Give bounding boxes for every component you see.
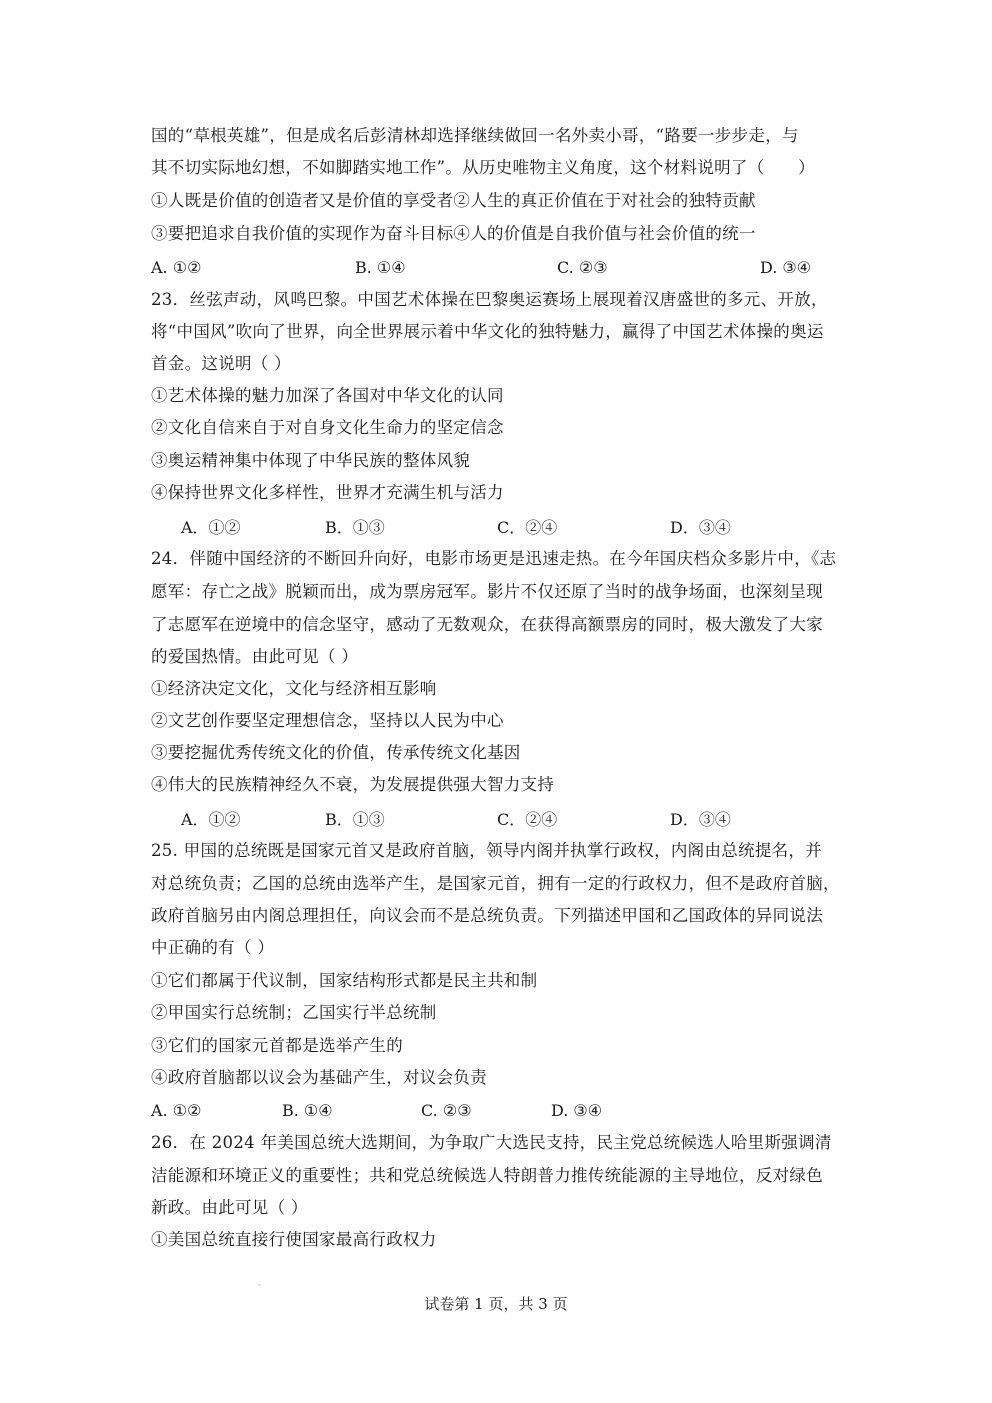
q24-option-d: D．③④	[670, 810, 731, 829]
q25-option-a: A. ①②	[151, 1101, 202, 1120]
q26-statement-1: ①美国总统直接行使国家最高行政权力	[151, 1230, 437, 1249]
q25-stem-1: 25. 甲国的总统既是国家元首又是政府首脑，领导内阁并执掌行政权，内阁由总统提名，并	[151, 841, 823, 860]
q26-stem-2: 洁能源和环境正义的重要性；共和党总统候选人特朗普力推传统能源的主导地位，反对绿色	[151, 1166, 823, 1185]
q25-stem-4: 中正确的有（ ）	[151, 938, 275, 957]
q23-option-d: D．③④	[670, 518, 731, 537]
q24-option-a: A．①②	[181, 810, 241, 829]
q24-stem-1: 24．伴随中国经济的不断回升向好，电影市场更是迅速走热。在今年国庆档众多影片中，《志	[151, 549, 837, 568]
q24-stem-2: 愿军：存亡之战》脱颖而出，成为票房冠军。影片不仅还原了当时的战争场面，也深刻呈现	[151, 582, 823, 601]
q25-statement-4: ④政府首脑都以议会为基础产生，对议会负责	[151, 1068, 487, 1087]
q25-stem-2: 对总统负责；乙国的总统由选举产生，是国家元首，拥有一定的行政权力，但不是政府首脑，	[151, 874, 840, 893]
q22-option-d: D. ③④	[760, 258, 812, 277]
q23-stem-2: 将“中国风”吹向了世界，向全世界展示着中华文化的独特魅力，赢得了中国艺术体操的奥运	[151, 322, 824, 341]
q24-stem-3: 了志愿军在逆境中的信念坚守，感动了无数观众，在获得高额票房的同时，极大激发了大家	[151, 615, 823, 634]
q22-option-a: A. ①②	[151, 258, 202, 277]
q22-statement-3-4: ③要把追求自我价值的实现作为奋斗目标④人的价值是自我价值与社会价值的统一	[151, 224, 756, 243]
q25-stem-3: 政府首脑另由内阁总理担任，向议会而不是总统负责。下列描述甲国和乙国政体的异同说法	[151, 906, 823, 925]
q23-option-b: B．①③	[325, 518, 385, 537]
q23-statement-2: ②文化自信来自于对自身文化生命力的坚定信念	[151, 418, 504, 437]
q24-statement-1: ①经济决定文化，文化与经济相互影响	[151, 679, 437, 698]
q22-line-2: 其不切实际地幻想，不如脚踏实地工作”。从历史唯物主义角度，这个材料说明了（ ）	[151, 158, 815, 177]
q23-stem-3: 首金。这说明（ ）	[151, 354, 291, 373]
q22-option-c: C. ②③	[557, 258, 608, 277]
q25-option-d: D. ③④	[551, 1101, 603, 1120]
q24-statement-3: ③要挖掘优秀传统文化的价值，传承传统文化基因	[151, 743, 521, 762]
scan-speck: ,	[258, 1278, 261, 1287]
q26-stem-1: 26．在 2024 年美国总统大选期间，为争取广大选民支持，民主党总统候选人哈里斯强调清	[151, 1133, 832, 1152]
q23-option-a: A．①②	[181, 518, 241, 537]
q22-line-1: 国的“草根英雄”，但是成名后彭清林却选择继续做回一名外卖小哥，“路要一步步走，与	[151, 126, 799, 145]
q24-option-c: C．②④	[497, 810, 558, 829]
q26-stem-3: 新政。由此可见（ ）	[151, 1198, 308, 1217]
q24-statement-4: ④伟大的民族精神经久不衰，为发展提供强大智力支持	[151, 775, 555, 794]
q22-option-b: B. ①④	[355, 258, 406, 277]
q24-stem-4: 的爱国热情。由此可见（ ）	[151, 647, 359, 666]
q25-statement-3: ③它们的国家元首都是选举产生的	[151, 1036, 403, 1055]
q25-statement-1: ①它们都属于代议制，国家结构形式都是民主共和制	[151, 971, 538, 990]
q24-option-b: B．①③	[325, 810, 385, 829]
q23-statement-4: ④保持世界文化多样性，世界才充满生机与活力	[151, 483, 504, 502]
q23-statement-3: ③奥运精神集中体现了中华民族的整体风貌	[151, 451, 471, 470]
q25-option-b: B. ①④	[282, 1101, 333, 1120]
q23-stem-1: 23．丝弦声动，风鸣巴黎。中国艺术体操在巴黎奥运赛场上展现着汉唐盛世的多元、开放，	[151, 290, 828, 309]
q24-statement-2: ②文艺创作要坚定理想信念，坚持以人民为中心	[151, 711, 504, 730]
q22-statement-1-2: ①人既是价值的创造者又是价值的享受者②人生的真正价值在于对社会的独特贡献	[151, 191, 756, 210]
page-footer: 试卷第 1 页，共 3 页	[424, 1295, 568, 1313]
q23-statement-1: ①艺术体操的魅力加深了各国对中华文化的认同	[151, 386, 504, 405]
q23-option-c: C．②④	[497, 518, 558, 537]
q25-statement-2: ②甲国实行总统制；乙国实行半总统制	[151, 1003, 437, 1022]
q25-option-c: C. ②③	[421, 1101, 472, 1120]
